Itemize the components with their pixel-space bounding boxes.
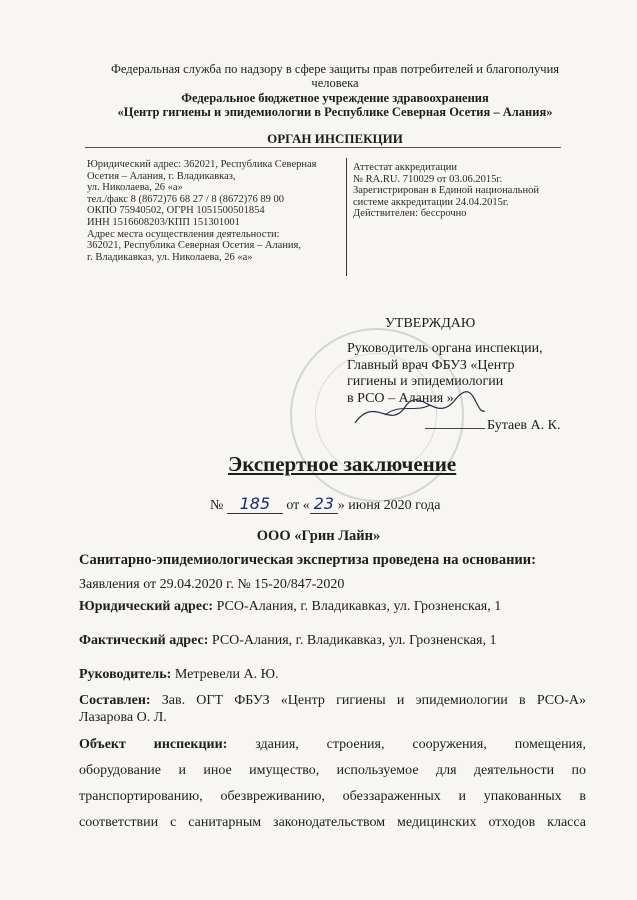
accreditation-line: № RA.RU. 710029 от 03.06.2015г. xyxy=(353,173,503,185)
accreditation-line: Действителен: бессрочно xyxy=(353,208,467,220)
head-person xyxy=(79,666,586,683)
info-divider xyxy=(346,158,347,276)
document-title: Экспертное заключение xyxy=(228,452,457,476)
accreditation-line: Зарегистрирован в Единой национальной xyxy=(353,185,539,197)
legal-address-label: Юридический адрес: xyxy=(79,599,214,614)
approval-line: Главный врач ФБУЗ «Центр xyxy=(347,357,515,373)
actual-address xyxy=(79,632,586,649)
object-line-1: здания, строения, сооружения, помещения, xyxy=(255,737,586,752)
object-line-4: соответствии с санитарным законодательством медицинских отходов класса xyxy=(79,815,586,830)
number-sign: № xyxy=(210,498,224,513)
legal-info-line: Адрес места осуществления деятельности: xyxy=(87,228,280,240)
approval-title: УТВЕРЖДАЮ xyxy=(385,316,476,331)
document-number-line xyxy=(210,494,441,514)
legal-info-line: г. Владикавказ, ул. Николаева, 26 «а» xyxy=(87,251,253,263)
legal-info-line: Осетия – Алания, г. Владикавказ, xyxy=(87,170,236,182)
agency-line-1: Федеральная служба по надзору в сфере защиты прав потребителей и благополучия xyxy=(110,62,560,76)
legal-info-line: Юридический адрес: 362021, Республика Северная xyxy=(87,159,317,170)
composed-value: Зав. ОГТ ФБУЗ «Центр гигиены и эпидемиологии в РСО-А» xyxy=(150,693,586,708)
head-label: Руководитель: xyxy=(79,667,172,682)
approval-line: в РСО – Алания » xyxy=(347,390,454,406)
institution-line-1: Федеральное бюджетное учреждение здравоохранения xyxy=(181,91,489,105)
document-number: 185 xyxy=(227,494,283,514)
accreditation-info-block xyxy=(353,162,573,220)
approval-line: гигиены и эпидемиологии xyxy=(347,374,504,389)
legal-info-block xyxy=(87,159,339,263)
header-divider xyxy=(85,147,561,148)
company-name: ООО «Грин Лайн» xyxy=(256,528,381,544)
approver-name: Бутаев А. К. xyxy=(487,418,561,433)
inspection-body-title: ОРГАН ИНСПЕКЦИИ xyxy=(267,131,403,146)
legal-info-line: тел./факс 8 (8672)76 68 27 / 8 (8672)76 89 00 xyxy=(87,193,285,205)
institution-line-2: «Центр гигиены и эпидемиологии в Республике Северная Осетия – Алания» xyxy=(117,105,553,119)
date-from: от « xyxy=(286,498,310,513)
agency-line-2: человека xyxy=(311,76,359,90)
composed-label: Составлен: xyxy=(79,693,151,708)
composed-name: Лазарова О. Л. xyxy=(79,710,167,725)
object-label: Объект инспекции: xyxy=(79,737,228,752)
legal-address xyxy=(79,598,586,615)
composed-by xyxy=(79,692,586,726)
legal-address-value: РСО-Алания, г. Владикавказ, ул. Грозненская, 1 xyxy=(213,599,502,614)
legal-info-line: ОКПО 75940502, ОГРН 1051500501854 xyxy=(87,205,265,217)
head-value: Метревели А. Ю. xyxy=(171,667,279,682)
legal-info-line: ул. Николаева, 26 «а» xyxy=(87,182,183,194)
inspection-object xyxy=(79,732,586,836)
accreditation-line: Аттестат аккредитации xyxy=(353,162,457,173)
signature-line xyxy=(425,428,485,429)
object-line-2: оборудование и иное имущество, используемое для деятельности по xyxy=(79,763,586,778)
basis-heading: Санитарно-эпидемиологическая экспертиза проведена на основании: xyxy=(79,552,536,568)
basis-text: Заявления от 29.04.2020 г. № 15-20/847-2020 xyxy=(79,577,345,592)
legal-info-line: ИНН 1516608203/КПП 151301001 xyxy=(87,216,240,228)
actual-address-label: Фактический адрес: xyxy=(79,633,209,648)
date-day: 23 xyxy=(310,494,338,514)
approval-line: Руководитель органа инспекции, xyxy=(347,341,543,356)
date-rest: » июня 2020 года xyxy=(337,498,441,513)
legal-info-line: 362021, Республика Северная Осетия – Алания, xyxy=(87,240,302,252)
actual-address-value: РСО-Алания, г. Владикавказ, ул. Грозненская, 1 xyxy=(208,633,497,648)
object-line-3: транспортированию, обезвреживанию, обеззараженных и упакованных в xyxy=(79,789,586,804)
accreditation-line: системе аккредитации 24.04.2015г. xyxy=(353,196,509,208)
